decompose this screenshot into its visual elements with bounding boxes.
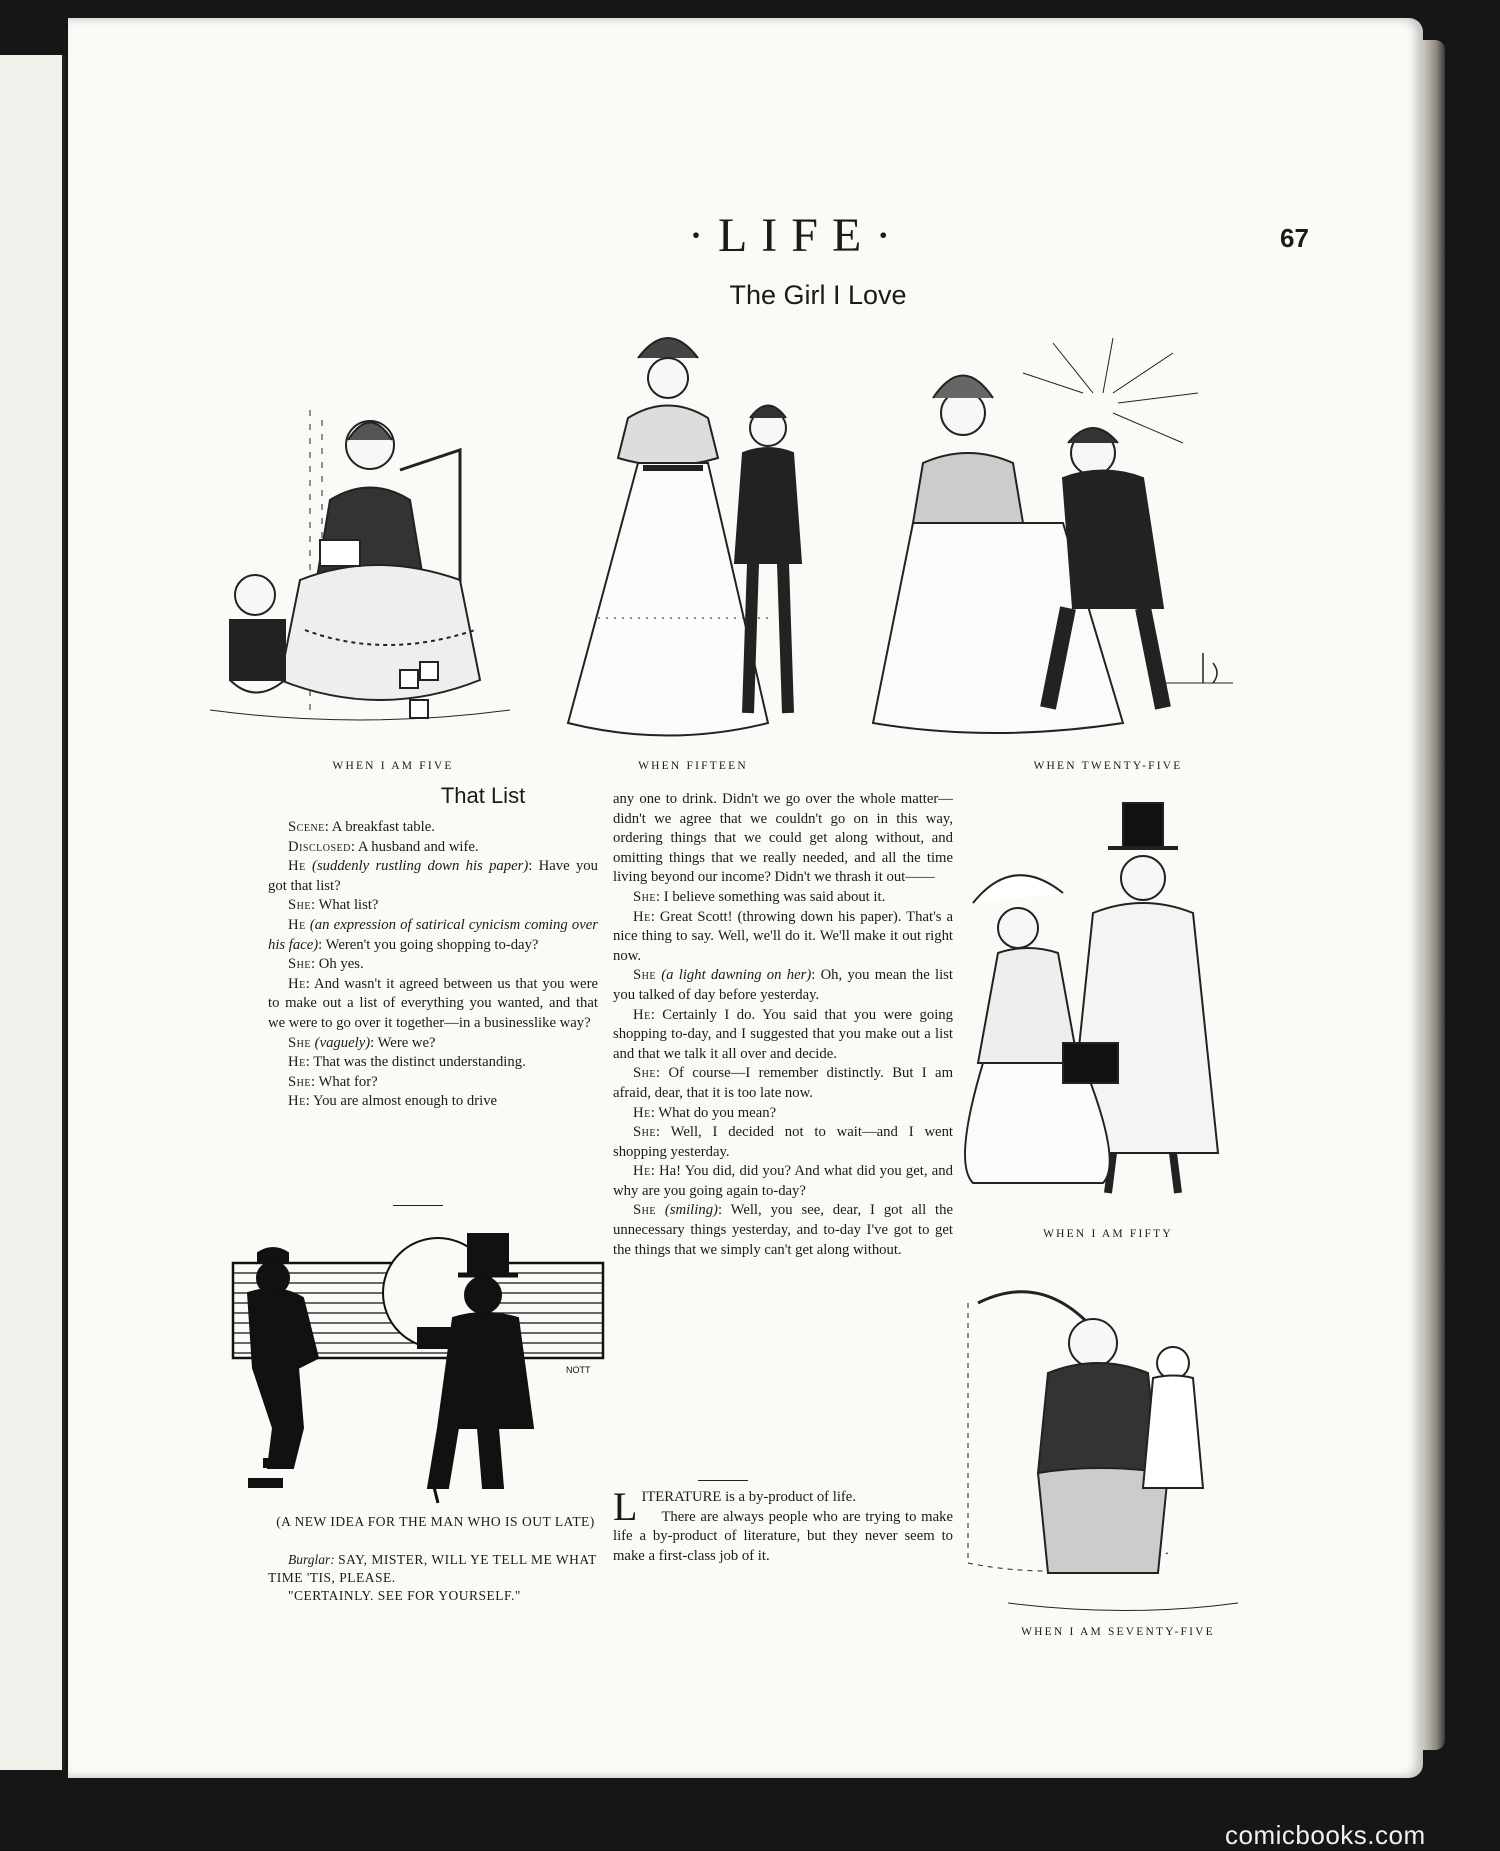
dialogue-paragraph: He: You are almost enough to drive: [288, 1093, 498, 1110]
illustration-age-five: [210, 390, 510, 740]
speaker-name: She: [288, 956, 311, 973]
speaker-name: She: [633, 967, 656, 984]
dialogue-paragraph: He: Ha! You did, did you? And what did you get, and why are you going again to-day?: [613, 1163, 953, 1199]
dialogue-text: Have you got that list?: [268, 858, 598, 894]
caption-age-five: WHEN I AM FIVE: [332, 760, 454, 772]
stage-direction: (an expression of satirical cynicism coming over his face): [268, 916, 598, 953]
section-rule: [698, 1480, 748, 1481]
caption-age-fifteen: WHEN FIFTEEN: [638, 760, 748, 772]
speaker-name: He: [288, 975, 306, 992]
illustration-age-fifty: [943, 783, 1243, 1203]
dialogue-text: Were we?: [377, 1034, 436, 1051]
dialogue-text: Oh, you mean the list you talked of day before yesterday.: [613, 967, 953, 1003]
burglar-line-2: "CERTAINLY. SEE FOR YOURSELF.": [288, 1588, 521, 1603]
speaker-name: Scene: [288, 819, 325, 835]
dialogue-text: Of course—I remember distinctly. But I am afraid, dear, that it is too late now.: [613, 1065, 953, 1101]
speaker-name: He: [288, 1054, 306, 1071]
facing-page-edge: [0, 55, 65, 1770]
article-title-that-list: That List: [440, 783, 526, 808]
literature-second-paragraph: There are always people who are trying to make life a by-product of literature, but they never seem to make a first-class job of it.: [613, 1508, 953, 1564]
dialogue-paragraph: He: Great Scott! (throwing down his paper). That's a nice thing to say. Well, we'll do it. We'll make it out right now.: [613, 908, 953, 964]
magazine-page: [68, 18, 1423, 1778]
dialogue-paragraph: She: What for?: [288, 1073, 378, 1090]
dialogue-paragraph: He: What do you mean?: [633, 1104, 777, 1121]
drop-cap: L: [613, 1484, 638, 1529]
burglar-line-1: SAY, MISTER, WILL YE TELL ME WHAT TIME 'TIS, PLEASE.: [268, 1552, 597, 1585]
illustration-age-seventy-five: [948, 1283, 1248, 1623]
speaker-name: He: [633, 908, 651, 925]
dialogue-paragraph: She: Of course—I remember distinctly. But I am afraid, dear, that it is too late now.: [613, 1065, 953, 1101]
literature-note: [613, 1484, 953, 1566]
dialogue-paragraph: She (smiling): Well, you see, dear, I got all the unnecessary things yesterday, and to-day I've got to get the things that we simply can't get along without.: [613, 1202, 953, 1258]
stage-direction: (smiling): [664, 1202, 718, 1219]
feature-title: The Girl I Love: [729, 280, 907, 310]
dialogue-paragraph: He (suddenly rustling down his paper): Have you got that list?: [268, 858, 598, 894]
dialogue-paragraph: She: Well, I decided not to wait—and I went shopping yesterday.: [613, 1124, 953, 1160]
stage-direction: (vaguely): [314, 1034, 371, 1051]
dialogue-text: Oh yes.: [318, 956, 364, 973]
speaker-name: She: [633, 1124, 656, 1141]
illustration-age-twenty-five: [863, 333, 1263, 743]
caption-age-seventy-five: WHEN I AM SEVENTY-FIVE: [1021, 1626, 1215, 1638]
speaker-name: He: [633, 1163, 651, 1180]
dialogue-text: Ha! You did, did you? And what did you get, and why are you going again to-day?: [613, 1163, 953, 1199]
dialogue-paragraph: He: And wasn't it agreed between us that you were to make out a list of everything you wanted, and that we were to go over it together—in a businesslike way?: [268, 975, 598, 1031]
dialogue-text: A breakfast table.: [331, 819, 435, 835]
dialogue-paragraph: She (vaguely): Were we?: [288, 1034, 436, 1051]
dialogue-paragraph: Disclosed: A husband and wife.: [288, 838, 479, 855]
dialogue-text: A husband and wife.: [357, 838, 479, 855]
speaker-name: He: [633, 1006, 651, 1023]
burglar-speaker: Burglar:: [288, 1552, 335, 1567]
dialogue-paragraph: [613, 790, 953, 888]
speaker-name: She: [633, 1202, 656, 1219]
speaker-name: He: [288, 858, 306, 875]
burglar-dialogue: [268, 1551, 603, 1605]
dialogue-text: Well, you see, dear, I got all the unnecessary things yesterday, and to-day I've got to get the things that we simply can't get along without.: [613, 1202, 953, 1258]
page-stack-edge: [1423, 40, 1445, 1750]
speaker-name: He: [288, 916, 306, 933]
dialogue-text: any one to drink. Didn't we go over the whole matter—didn't we agree that we couldn't go on in this way, ordering things that we could get along without, and omitting things that we really needed, and all the time living beyond our income? Didn't we thrash it out——: [613, 791, 953, 886]
that-list-column-1: [268, 818, 598, 1112]
caption-age-twenty-five: WHEN TWENTY-FIVE: [1033, 760, 1183, 772]
speaker-name: She: [288, 897, 311, 914]
masthead: ·LIFE·: [688, 209, 906, 262]
caption-age-fifty: WHEN I AM FIFTY: [1043, 1228, 1173, 1240]
dialogue-text: What for?: [318, 1073, 378, 1090]
speaker-name: She: [288, 1073, 311, 1090]
burglar-caption: [268, 1513, 603, 1531]
dialogue-text: Well, I decided not to wait—and I went shopping yesterday.: [613, 1124, 953, 1160]
page-number: 67: [1280, 223, 1309, 253]
literature-first-line: ITERATURE is a by-product of life.: [641, 1489, 856, 1505]
dialogue-text: I believe something was said about it.: [663, 888, 886, 905]
dialogue-text: You are almost enough to drive: [312, 1093, 498, 1110]
dialogue-paragraph: Scene: A breakfast table.: [288, 819, 435, 835]
dialogue-text: Weren't you going shopping to-day?: [325, 936, 539, 953]
dialogue-text: Great Scott! (throwing down his paper). That's a nice thing to say. Well, we'll do it. We'll make it out right now.: [613, 908, 953, 964]
speaker-name: She: [633, 888, 656, 905]
speaker-name: He: [633, 1104, 651, 1121]
dialogue-paragraph: She (a light dawning on her): Oh, you mean the list you talked of day before yesterday.: [613, 967, 953, 1003]
illustration-burglar-silhouette: [228, 1233, 613, 1508]
dialogue-paragraph: She: What list?: [288, 897, 379, 914]
speaker-name: She: [288, 1034, 311, 1051]
speaker-name: She: [633, 1065, 656, 1082]
speaker-name: He: [288, 1093, 306, 1110]
dialogue-paragraph: He: Certainly I do. You said that you were going shopping to-day, and I suggested that you make out a list and that we talk it all over and decide.: [613, 1006, 953, 1062]
dialogue-paragraph: She: Oh yes.: [288, 956, 364, 973]
burglar-caption-text: (A NEW IDEA FOR THE MAN WHO IS OUT LATE): [276, 1514, 595, 1529]
watermark: comicbooks.com: [1225, 1820, 1426, 1850]
stage-direction: (suddenly rustling down his paper): [312, 858, 529, 875]
illustration-age-fifteen: [558, 318, 858, 738]
dialogue-text: And wasn't it agreed between us that you were to make out a list of everything you wanted, and that we were to go over it together—in a businesslike way?: [268, 975, 598, 1031]
dialogue-text: Certainly I do. You said that you were going shopping to-day, and I suggested that you make out a list and that we talk it all over and decide.: [613, 1006, 953, 1062]
dialogue-text: What list?: [318, 897, 379, 914]
speaker-name: Disclosed: [288, 838, 351, 855]
dialogue-paragraph: She: I believe something was said about it.: [633, 888, 886, 905]
stage-direction: (a light dawning on her): [661, 967, 812, 984]
section-rule: [393, 1205, 443, 1206]
dialogue-paragraph: He (an expression of satirical cynicism coming over his face): Weren't you going shopping to-day?: [268, 916, 598, 953]
that-list-column-2: [613, 790, 953, 1260]
artist-signature: NOTT: [566, 1365, 591, 1375]
dialogue-text: What do you mean?: [658, 1104, 777, 1121]
dialogue-paragraph: He: That was the distinct understanding.: [288, 1054, 526, 1071]
dialogue-text: That was the distinct understanding.: [313, 1054, 526, 1071]
